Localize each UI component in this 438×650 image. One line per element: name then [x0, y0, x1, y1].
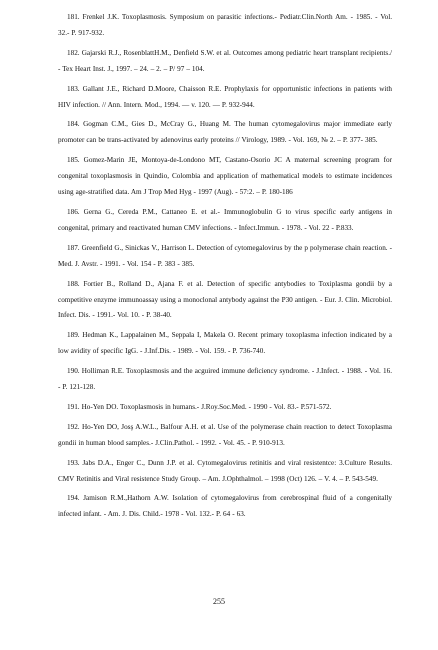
reference-190: 190. Holliman R.E. Toxoplasmosis and the acguired immune deficiency syndrome. - J.Infect. - 1988. - Vol. 16. - P. 121-128.	[58, 367, 392, 392]
reference-186: 186. Gerna G., Cereda P.M., Cattaneo E. et al.- Immunoglobulin G to virus specific early antigens in congenital, primary and reactivated human CMV infections. - Infect.Immun. - 1978. - Vol. 22 - P.833.	[58, 207, 392, 232]
reference-185: 185. Gomez-Marin JE, Montoya-de-Londono MT, Castano-Osorio JC A maternal screening program for congenital toxoplasmosis in Quindio, Colombia and application of mathematical models to estimate incidences using age-stratified data. Am J Trop Med Hyg - 1997 (Aug). - 57:2. – P. 180-186	[58, 156, 392, 197]
reference-182: 182. Gajarski R.J., RosenblattH.M., Denfield S.W. et al. Outcomes among pediatric heart transplant recipients./ - Tex Heart Inst. J., 1997. – 24. – 2. – P/ 97 – 104.	[58, 48, 392, 73]
reference-191: 191. Ho-Yen DO. Toxoplasmosis in humans.- J.Roy.Soc.Med. - 1990 - Vol. 83.- P.571-572.	[67, 402, 332, 411]
reference-194: 194. Jamison R.M.,Hathorn A.W. Isolation of cytomegalovirus from cerebrospinal fluid of a congenitally infected infant. - Am. J. Dis. Child.- 1978 - Vol. 132.- P. 64 - 63.	[58, 494, 392, 519]
reference-187: 187. Greenfield G., Sinickas V., Harrison L. Detection of cytomegalovirus by the p polymerase chain reaction. - Med. J. Avstr. - 1991. - Vol. 154 - P. 383 - 385.	[58, 243, 392, 268]
page-number: 255	[213, 597, 225, 606]
reference-188: 188. Fortier B., Rolland D., Ajana F. et al. Detection of specific antybodies to Toxiplasma gondii by a competitive enzyme immunoassay using a monoclonal antybody against the P30 antigen. - Eur. J. Clin. Microbiol. Infect. Dis. - 1991.- Vol. 10. - P. 38-40.	[58, 279, 392, 320]
reference-193: 193. Jabs D.A., Enger C., Dunn J.P. et al. Cytomegalovirus retinitis and viral resistentce: 3.Culture Results. CMV Retinitis and Viral resistence Study Group. – Am. J.Ophthalmol. – 1998 (Oct) 126. – V. 4. – P. 543-549.	[58, 458, 392, 483]
reference-192: 192. Ho-Yen DO, Josş A.W.L., Balfour A.H. et al. Use of the polymerase chain reaction to detect Toxoplasma gondii in human blood samples.- J.Clin.Pathol. - 1992. - Vol. 45. - P. 910-913.	[58, 422, 392, 447]
reference-181: 181. Frenkel J.K. Toxoplasmosis. Symposium on parasitic infections.- Pediatr.Clin.North Am. - 1985. - Vol. 32.- P. 917-932.	[58, 13, 392, 37]
reference-189: 189. Hedman K., Lappalainen M., Seppala I, Makela O. Recent primary toxoplasma infection indicated by a low avidity of specific IgG. - J.Inf.Dis. - 1989. - Vol. 159. - P. 736-740.	[58, 331, 392, 356]
reference-list	[58, 10, 392, 527]
reference-184: 184. Gogman C.M., Gies D., McCray G., Huang M. The human cytomegalovirus major immediate early promoter can be trans-activated by adenovirus early proteins // Virology, 1989. - Vol. 169, № 2. – P. 377- 385.	[58, 120, 392, 145]
reference-183: 183. Gallant J.E., Richard D.Moore, Chaisson R.E. Prophylaxis for opportunistic infections in patients with HIV infection. // Ann. Intern. Mod., 1994. — v. 120. — P. 932-944.	[58, 84, 392, 109]
